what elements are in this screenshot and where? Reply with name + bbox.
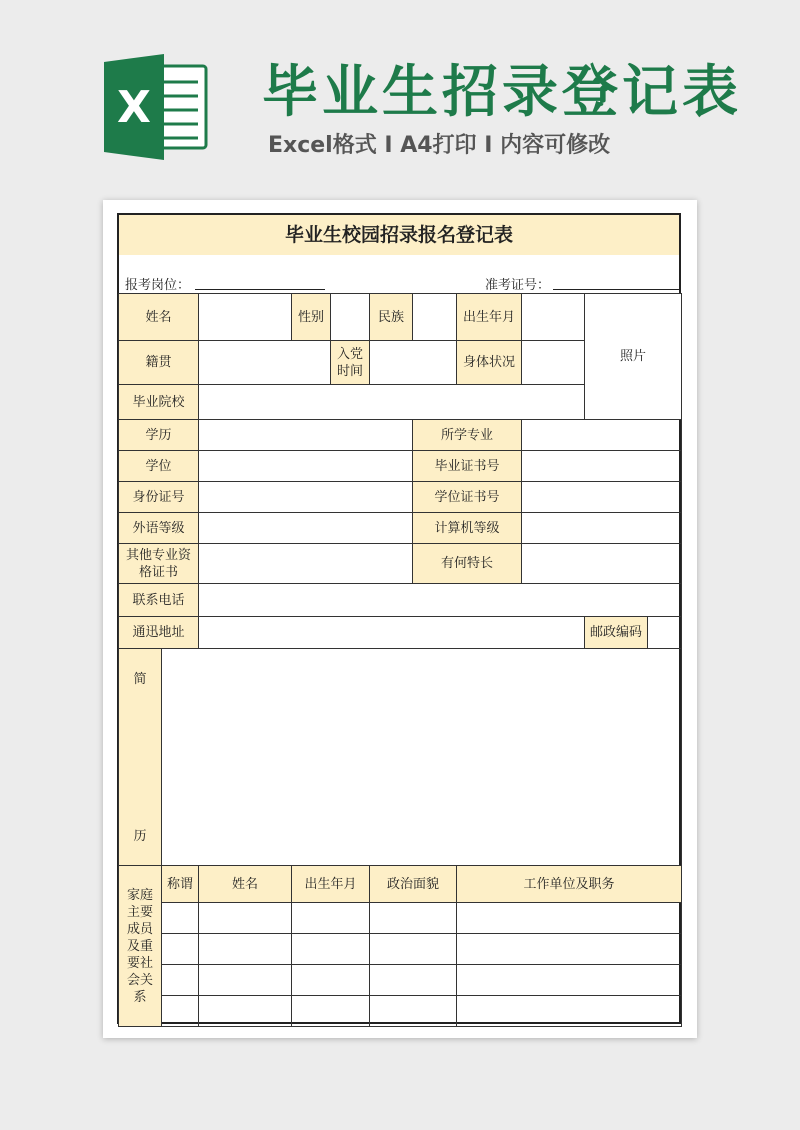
postcode-label: 邮政编码 (585, 617, 648, 649)
degree-cert-label: 学位证书号 (413, 482, 522, 513)
education-label: 学历 (119, 420, 199, 451)
degree-field[interactable] (199, 451, 413, 482)
birth-field[interactable] (522, 294, 585, 341)
form-sheet (103, 200, 697, 1038)
phone-field[interactable] (199, 584, 682, 617)
family-row (119, 934, 682, 965)
family-cell[interactable] (199, 996, 292, 1027)
family-cell[interactable] (199, 903, 292, 934)
degree-label: 学位 (119, 451, 199, 482)
family-cell[interactable] (457, 903, 682, 934)
family-cell[interactable] (199, 934, 292, 965)
ethnicity-field[interactable] (413, 294, 457, 341)
other-cert-label (119, 544, 199, 584)
health-label: 身体状况 (457, 341, 522, 385)
other-cert-line1: 其他专业资 (126, 547, 192, 563)
family-col-work: 工作单位及职务 (457, 866, 682, 903)
post-label: 报考岗位： (125, 278, 191, 293)
language-field[interactable] (199, 513, 413, 544)
party-join-line2: 时间 (337, 363, 364, 379)
page-subtitle: Excel格式 I A4打印 I 内容可修改 (268, 133, 611, 158)
family-cell[interactable] (292, 903, 370, 934)
family-cell[interactable] (199, 965, 292, 996)
language-label: 外语等级 (119, 513, 199, 544)
education-field[interactable] (199, 420, 413, 451)
resume-field[interactable] (162, 649, 682, 866)
family-label-6: 会关 (126, 972, 153, 988)
party-join-line1: 入党 (337, 346, 364, 362)
resume-label-top: 简 (133, 672, 147, 687)
gender-field[interactable] (331, 294, 370, 341)
excel-logo-letter: X (117, 82, 151, 133)
form-grid (118, 293, 682, 1027)
family-cell[interactable] (162, 934, 199, 965)
family-cell[interactable] (370, 903, 457, 934)
post-input[interactable] (195, 289, 325, 290)
banner (0, 0, 800, 190)
resume-label (119, 649, 162, 866)
family-label-4: 及重 (126, 938, 153, 954)
major-label: 所学专业 (413, 420, 522, 451)
degree-cert-field[interactable] (522, 482, 682, 513)
family-label-7: 系 (133, 989, 147, 1005)
ticket-label: 准考证号： (485, 278, 551, 293)
id-no-field[interactable] (199, 482, 413, 513)
family-cell[interactable] (292, 965, 370, 996)
diploma-no-field[interactable] (522, 451, 682, 482)
family-cell[interactable] (162, 965, 199, 996)
address-field[interactable] (199, 617, 585, 649)
family-cell[interactable] (162, 903, 199, 934)
school-field[interactable] (199, 385, 585, 420)
family-row (119, 903, 682, 934)
school-label: 毕业院校 (119, 385, 199, 420)
family-label-1: 家庭 (126, 887, 153, 903)
other-cert-line2: 格证书 (139, 564, 179, 580)
family-col-birth: 出生年月 (292, 866, 370, 903)
native-place-label: 籍贯 (119, 341, 199, 385)
ethnicity-label: 民族 (370, 294, 413, 341)
family-label-2: 主要 (126, 904, 153, 920)
registration-form (117, 213, 681, 1024)
birth-label: 出生年月 (457, 294, 522, 341)
form-title: 毕业生校园招录报名登记表 (119, 215, 679, 255)
computer-field[interactable] (522, 513, 682, 544)
name-label: 姓名 (119, 294, 199, 341)
postcode-field[interactable] (648, 617, 682, 649)
family-cell[interactable] (292, 996, 370, 1027)
name-field[interactable] (199, 294, 292, 341)
excel-icon (102, 52, 212, 162)
family-label-5: 要社 (126, 955, 153, 971)
family-cell[interactable] (292, 934, 370, 965)
family-cell[interactable] (457, 965, 682, 996)
family-cell[interactable] (370, 965, 457, 996)
photo-box[interactable]: 照片 (585, 294, 682, 420)
family-label-3: 成员 (126, 921, 153, 937)
family-col-politics: 政治面貌 (370, 866, 457, 903)
resume-label-bottom: 历 (133, 829, 147, 844)
major-field[interactable] (522, 420, 682, 451)
page-title: 毕业生招录登记表 (262, 60, 742, 125)
diploma-no-label: 毕业证书号 (413, 451, 522, 482)
family-row (119, 996, 682, 1027)
family-cell[interactable] (457, 934, 682, 965)
family-col-relation: 称谓 (162, 866, 199, 903)
other-cert-field[interactable] (199, 544, 413, 584)
id-no-label: 身份证号 (119, 482, 199, 513)
phone-label: 联系电话 (119, 584, 199, 617)
specialty-label: 有何特长 (413, 544, 522, 584)
family-cell[interactable] (457, 996, 682, 1027)
specialty-field[interactable] (522, 544, 682, 584)
family-col-name: 姓名 (199, 866, 292, 903)
native-place-field[interactable] (199, 341, 331, 385)
computer-label: 计算机等级 (413, 513, 522, 544)
ticket-input[interactable] (553, 289, 679, 290)
family-row (119, 965, 682, 996)
health-field[interactable] (522, 341, 585, 385)
family-cell[interactable] (370, 934, 457, 965)
party-join-label (331, 341, 370, 385)
family-cell[interactable] (370, 996, 457, 1027)
gender-label: 性别 (292, 294, 331, 341)
family-cell[interactable] (162, 996, 199, 1027)
address-label: 通迅地址 (119, 617, 199, 649)
family-label (119, 866, 162, 1027)
party-join-field[interactable] (370, 341, 457, 385)
